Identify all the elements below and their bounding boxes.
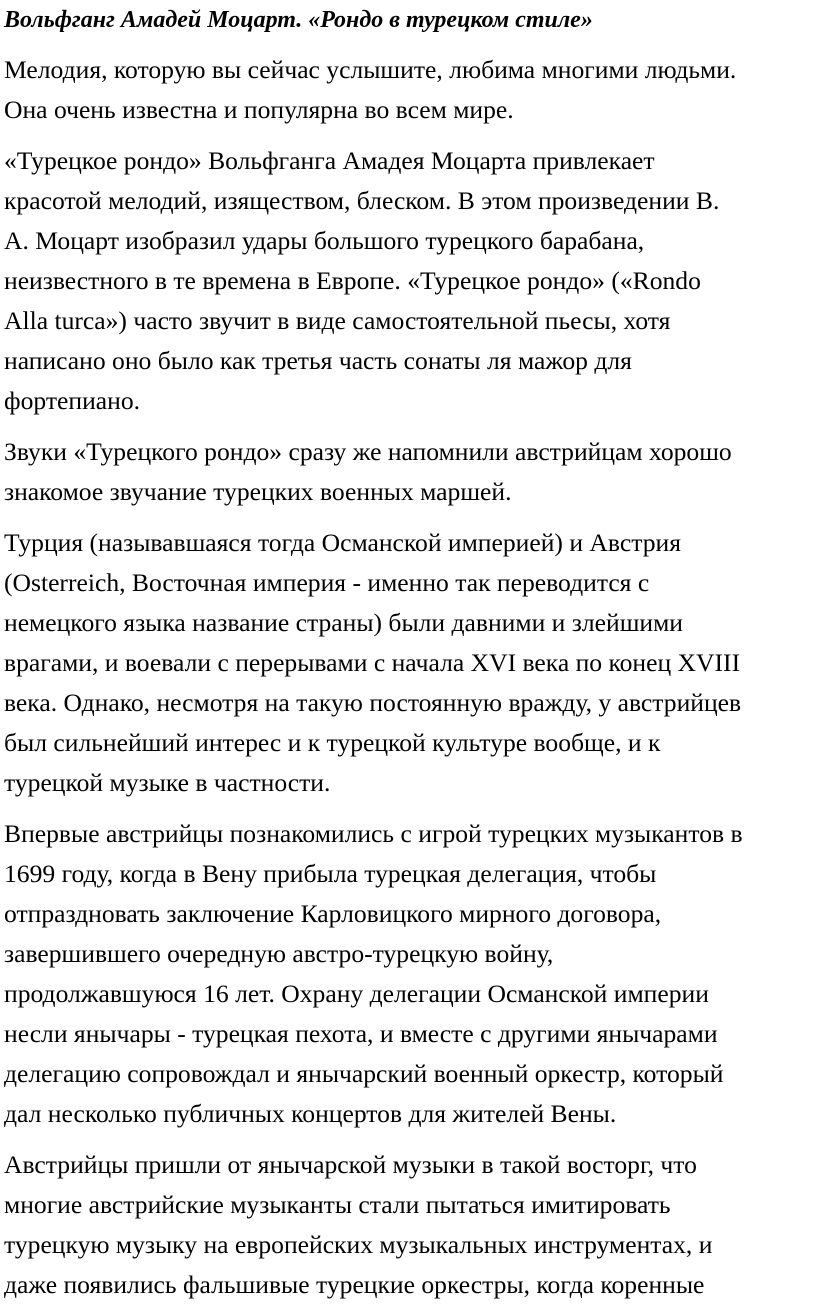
text-line: дал несколько публичных концертов для жителей Вены. bbox=[4, 1099, 617, 1128]
text-line: А. Моцарт изобразил удары большого турецкого барабана, bbox=[4, 226, 645, 255]
text-line: продолжавшуюся 16 лет. Охрану делегации Османской империи bbox=[4, 979, 709, 1008]
text-line: завершившего очередную австро-турецкую войну, bbox=[4, 939, 554, 968]
text-line: (Osterreich, Восточная империя - именно так переводится с bbox=[4, 568, 650, 597]
text-line: Мелодия, которую вы сейчас услышите, любима многими людьми. bbox=[4, 55, 737, 84]
document-title: Вольфганг Амадей Моцарт. «Рондо в турецком стиле» bbox=[4, 7, 593, 33]
paragraph-4 bbox=[4, 523, 816, 803]
text-line: фортепиано. bbox=[4, 386, 141, 415]
paragraph-1 bbox=[4, 50, 816, 130]
text-line: врагами, и воевали с перерывами с начала XVI века по конец XVIII bbox=[4, 648, 741, 677]
text-line: написано оно было как третья часть сонаты ля мажор для bbox=[4, 346, 632, 375]
text-line: отпраздновать заключение Карловицкого мирного договора, bbox=[4, 899, 662, 928]
paragraph-5 bbox=[4, 814, 816, 1134]
text-line: Турция (называвшаяся тогда Османской империей) и Австрия bbox=[4, 528, 681, 557]
text-line: Она очень известна и популярна во всем мире. bbox=[4, 95, 514, 124]
text-line: турецкой музыке в частности. bbox=[4, 768, 331, 797]
text-line: делегацию сопровождал и янычарский военный оркестр, который bbox=[4, 1059, 724, 1088]
paragraph-2 bbox=[4, 141, 816, 421]
paragraph-3 bbox=[4, 432, 816, 512]
text-line: несли янычары - турецкая пехота, и вместе с другими янычарами bbox=[4, 1019, 718, 1048]
text-line: был сильнейший интерес и к турецкой культуре вообще, и к bbox=[4, 728, 661, 757]
text-line: знакомое звучание турецких военных маршей. bbox=[4, 477, 512, 506]
text-line: красотой мелодий, изяществом, блеском. В этом произведении В. bbox=[4, 186, 720, 215]
text-line: немецкого языка название страны) были давними и злейшими bbox=[4, 608, 683, 637]
text-line: Австрийцы пришли от янычарской музыки в такой восторг, что bbox=[4, 1150, 697, 1179]
text-line: Alla turca») часто звучит в виде самостоятельной пьесы, хотя bbox=[4, 306, 671, 335]
text-line: неизвестного в те времена в Европе. «Турецкое рондо» («Rondo bbox=[4, 266, 701, 295]
text-line: Впервые австрийцы познакомились с игрой турецких музыкантов в bbox=[4, 819, 743, 848]
text-line: Звуки «Турецкого рондо» сразу же напомнили австрийцам хорошо bbox=[4, 437, 732, 466]
text-line: многие австрийские музыканты стали пытаться имитировать bbox=[4, 1190, 671, 1219]
text-line: «Турецкое рондо» Вольфганга Амадея Моцарта привлекает bbox=[4, 146, 655, 175]
paragraph-6 bbox=[4, 1145, 816, 1305]
text-line: 1699 году, когда в Вену прибыла турецкая делегация, чтобы bbox=[4, 859, 657, 888]
text-line: турецкую музыку на европейских музыкальных инструментах, и bbox=[4, 1230, 713, 1259]
text-line: века. Однако, несмотря на такую постоянную вражду, у австрийцев bbox=[4, 688, 742, 717]
text-line: даже появились фальшивые турецкие оркестры, когда коренные bbox=[4, 1270, 705, 1299]
